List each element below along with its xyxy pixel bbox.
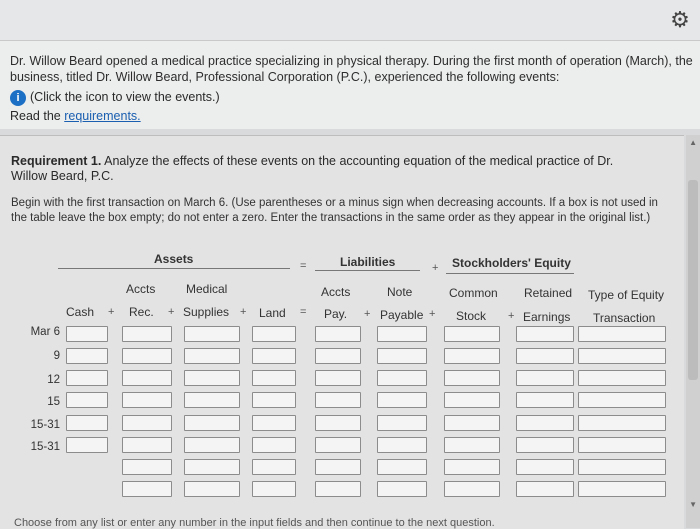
- note-payable-input[interactable]: [377, 348, 427, 364]
- plus-sign: +: [429, 308, 436, 320]
- assets-header: Assets: [154, 252, 194, 266]
- accts-rec-input[interactable]: [122, 326, 172, 342]
- common-stock-input[interactable]: [444, 415, 500, 431]
- col-type-line1: Type of Equity: [588, 288, 665, 302]
- col-retained-line1: Retained: [524, 286, 573, 300]
- instructions: Begin with the first transaction on March 6. (Use parentheses or a minus sign when decreasing accounts. If a box is not used in the table leave the box empty; do not enter a zero. Enter the transactions in the same order as they appear in the original list.): [11, 197, 658, 224]
- land-input[interactable]: [252, 326, 296, 342]
- accts-rec-input[interactable]: [122, 459, 172, 475]
- col-accts-pay-line1: Accts: [321, 285, 351, 299]
- row-label: 15-31: [30, 419, 60, 431]
- plus-sign: +: [432, 262, 439, 274]
- equals-sign: =: [300, 260, 307, 272]
- medical-supplies-input[interactable]: [184, 370, 240, 386]
- col-common-line1: Common: [449, 286, 498, 300]
- land-input[interactable]: [252, 415, 296, 431]
- land-input[interactable]: [252, 481, 296, 497]
- plus-sign: +: [508, 310, 515, 322]
- read-prefix: Read the: [10, 109, 61, 123]
- cash-input[interactable]: [66, 348, 108, 364]
- requirements-link[interactable]: requirements.: [64, 109, 141, 123]
- accts-pay-input[interactable]: [315, 326, 361, 342]
- cash-input[interactable]: [66, 415, 108, 431]
- intro-text: Dr. Willow Beard opened a medical practice specializing in physical therapy. During the first month of operation (March), the business, titled Dr. Willow Beard, Professional Corporation (P.C.), experienced the following events:: [10, 54, 693, 84]
- row-label: 9: [53, 350, 60, 362]
- bottom-instruction: Choose from any list or enter any number in the input fields and then continue to the next question.: [14, 517, 495, 529]
- row-label: Mar 6: [30, 326, 60, 338]
- top-bar: [0, 0, 700, 40]
- type-of-equity-select[interactable]: [578, 348, 666, 364]
- common-stock-input[interactable]: [444, 481, 500, 497]
- retained-earnings-input[interactable]: [516, 437, 574, 453]
- col-medical-line2: Supplies: [183, 305, 230, 319]
- accts-pay-input[interactable]: [315, 392, 361, 408]
- note-payable-input[interactable]: [377, 437, 427, 453]
- accts-pay-input[interactable]: [315, 348, 361, 364]
- note-payable-input[interactable]: [377, 415, 427, 431]
- common-stock-input[interactable]: [444, 392, 500, 408]
- type-of-equity-select[interactable]: [578, 481, 666, 497]
- note-payable-input[interactable]: [377, 459, 427, 475]
- liabilities-underline: [315, 270, 420, 271]
- retained-earnings-input[interactable]: [516, 415, 574, 431]
- medical-supplies-input[interactable]: [184, 415, 240, 431]
- common-stock-input[interactable]: [444, 326, 500, 342]
- type-of-equity-select[interactable]: [578, 326, 666, 342]
- equity-underline: [446, 273, 574, 274]
- scroll-up-arrow-icon[interactable]: ▲: [689, 138, 697, 147]
- col-common-line2: Stock: [456, 309, 487, 323]
- col-cash: Cash: [66, 305, 95, 319]
- type-of-equity-select[interactable]: [578, 392, 666, 408]
- scroll-down-arrow-icon[interactable]: ▼: [689, 500, 697, 509]
- retained-earnings-input[interactable]: [516, 370, 574, 386]
- note-payable-input[interactable]: [377, 481, 427, 497]
- retained-earnings-input[interactable]: [516, 459, 574, 475]
- row-label: 15: [47, 396, 60, 408]
- plus-sign: +: [240, 306, 247, 318]
- events-link[interactable]: (Click the icon to view the events.): [30, 90, 220, 104]
- type-of-equity-select[interactable]: [578, 370, 666, 386]
- row-label: 15-31: [30, 441, 60, 453]
- plus-sign: +: [108, 306, 115, 318]
- retained-earnings-input[interactable]: [516, 326, 574, 342]
- accts-rec-input[interactable]: [122, 392, 172, 408]
- retained-earnings-input[interactable]: [516, 348, 574, 364]
- land-input[interactable]: [252, 459, 296, 475]
- cash-input[interactable]: [66, 370, 108, 386]
- col-accts-rec-line2: Rec.: [129, 305, 154, 319]
- medical-supplies-input[interactable]: [184, 348, 240, 364]
- note-payable-input[interactable]: [377, 370, 427, 386]
- accts-pay-input[interactable]: [315, 370, 361, 386]
- common-stock-input[interactable]: [444, 370, 500, 386]
- info-icon[interactable]: i: [10, 90, 26, 106]
- equity-header: Stockholders' Equity: [452, 256, 571, 270]
- cash-input[interactable]: [66, 326, 108, 342]
- accts-rec-input[interactable]: [122, 437, 172, 453]
- medical-supplies-input[interactable]: [184, 481, 240, 497]
- retained-earnings-input[interactable]: [516, 392, 574, 408]
- retained-earnings-input[interactable]: [516, 481, 574, 497]
- accts-rec-input[interactable]: [122, 348, 172, 364]
- medical-supplies-input[interactable]: [184, 392, 240, 408]
- accts-rec-input[interactable]: [122, 415, 172, 431]
- row-label: 12: [47, 374, 60, 386]
- medical-supplies-input[interactable]: [184, 459, 240, 475]
- accts-pay-input[interactable]: [315, 415, 361, 431]
- common-stock-input[interactable]: [444, 459, 500, 475]
- col-note-line1: Note: [387, 285, 413, 299]
- type-of-equity-select[interactable]: [578, 437, 666, 453]
- requirements-row: [10, 109, 141, 123]
- col-land: Land: [259, 306, 286, 320]
- col-accts-rec-line1: Accts: [126, 282, 156, 296]
- events-link-row[interactable]: [10, 88, 220, 106]
- land-input[interactable]: [252, 348, 296, 364]
- liabilities-header: Liabilities: [340, 255, 396, 269]
- land-input[interactable]: [252, 392, 296, 408]
- land-input[interactable]: [252, 370, 296, 386]
- requirement-title: [11, 154, 631, 184]
- plus-sign: +: [168, 306, 175, 318]
- note-payable-input[interactable]: [377, 392, 427, 408]
- common-stock-input[interactable]: [444, 437, 500, 453]
- plus-sign: +: [364, 308, 371, 320]
- scroll-thumb[interactable]: [688, 180, 698, 380]
- requirement-text: Analyze the effects of these events on the accounting equation of the medical practice of Dr. Willow Beard, P.C.: [11, 154, 614, 183]
- note-payable-input[interactable]: [377, 326, 427, 342]
- accts-rec-input[interactable]: [122, 481, 172, 497]
- accts-pay-input[interactable]: [315, 481, 361, 497]
- cash-input[interactable]: [66, 437, 108, 453]
- col-type-line2: Transaction: [593, 311, 656, 325]
- common-stock-input[interactable]: [444, 348, 500, 364]
- type-of-equity-select[interactable]: [578, 459, 666, 475]
- col-medical-line1: Medical: [186, 282, 228, 296]
- requirement-label: Requirement 1.: [11, 154, 102, 168]
- accts-rec-input[interactable]: [122, 370, 172, 386]
- medical-supplies-input[interactable]: [184, 437, 240, 453]
- problem-intro: [0, 40, 700, 129]
- type-of-equity-select[interactable]: [578, 415, 666, 431]
- gear-icon[interactable]: ⚙: [670, 7, 690, 32]
- col-note-line2: Payable: [380, 308, 424, 322]
- assets-underline: [58, 268, 290, 269]
- equals-sign: =: [300, 306, 307, 318]
- land-input[interactable]: [252, 437, 296, 453]
- col-retained-line2: Earnings: [523, 310, 571, 324]
- cash-input[interactable]: [66, 392, 108, 408]
- col-accts-pay-line2: Pay.: [324, 307, 348, 321]
- accts-pay-input[interactable]: [315, 459, 361, 475]
- accts-pay-input[interactable]: [315, 437, 361, 453]
- medical-supplies-input[interactable]: [184, 326, 240, 342]
